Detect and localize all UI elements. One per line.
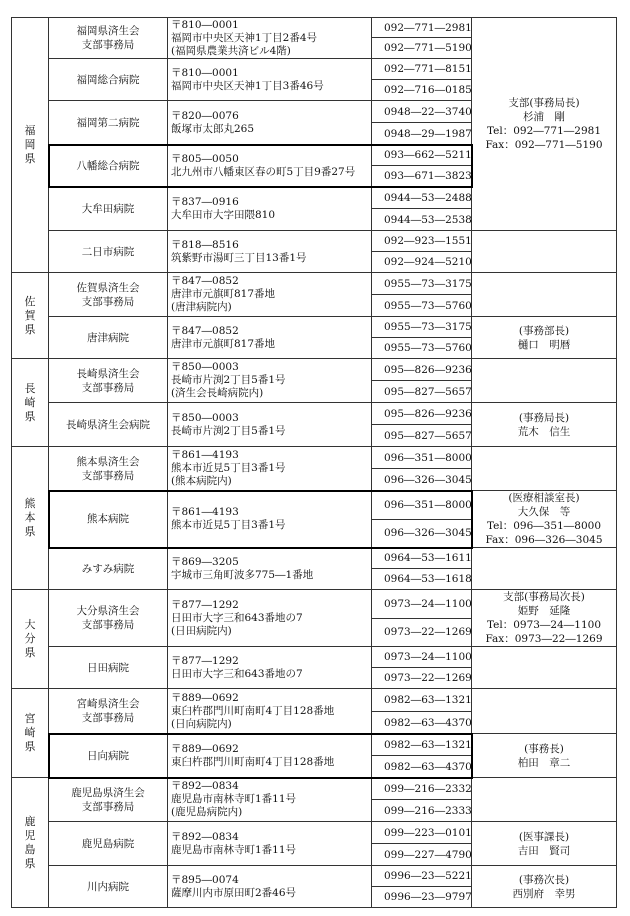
address-cell (168, 273, 372, 317)
tel-cell: 099―223―0101 (372, 822, 472, 844)
text-line: (医療相談室長) (508, 492, 580, 504)
text-line: (日向病院内) (171, 717, 232, 730)
fax-cell: 0973―22―1269 (372, 668, 472, 689)
text-line: 〒847―0852 (171, 324, 239, 337)
contact-cell-empty (472, 447, 617, 491)
prefecture-cell (12, 689, 49, 778)
text-line: Tel：096―351―8000 (486, 520, 602, 532)
text-line: (唐津病院内) (171, 301, 232, 313)
text-line: 熊本市近見5丁目3番1号 (171, 462, 286, 474)
fax-cell: 0996―23―9797 (372, 887, 472, 908)
tel-cell: 099―216―2332 (372, 778, 472, 800)
text-line: 二日市病院 (81, 245, 135, 258)
text-line: 〒810―0001 (171, 66, 239, 79)
text-line: 姫野 延隆 (517, 605, 571, 617)
address-cell (168, 548, 372, 590)
contact-cell (472, 403, 617, 447)
fax-cell: 0955―73―5760 (372, 338, 472, 359)
address-cell (168, 359, 372, 403)
tel-cell: 092―771―2981 (372, 18, 472, 38)
facility-name-cell (49, 403, 168, 447)
text-line: 支部事務局 (81, 295, 135, 308)
contact-cell (472, 734, 617, 778)
prefecture-name: 福岡県 (24, 124, 36, 165)
text-line: 〒850―0003 (171, 411, 239, 424)
text-line: 長崎県済生会病院 (66, 418, 150, 431)
text-line: 大牟田市大字田隈810 (171, 208, 276, 221)
table-row (12, 447, 617, 469)
prefecture-name: 宮崎県 (24, 712, 36, 753)
tel-cell: 0964―53―1611 (372, 548, 472, 569)
text-line: 荒木 信生 (517, 425, 571, 438)
text-line: (熊本病院内) (171, 475, 232, 487)
fax-cell: 0948―29―1987 (372, 123, 472, 145)
tel-cell: 095―826―9236 (372, 403, 472, 425)
address-cell (168, 317, 372, 359)
text-line: 大分県済生会 (76, 605, 140, 617)
facility-name-cell (49, 18, 168, 59)
text-line: 〒850―0003 (171, 361, 239, 373)
text-line: 唐津市元旗町817番地 (171, 337, 276, 350)
address-cell (168, 403, 372, 447)
prefecture-name: 佐賀県 (24, 294, 36, 336)
fax-cell: 099―216―2333 (372, 800, 472, 822)
text-line: 日田市大字三和643番地の7 (171, 611, 303, 624)
fax-cell: 095―827―5657 (372, 381, 472, 403)
table-row (12, 18, 617, 38)
table-row (12, 590, 617, 619)
text-line: 柏田 章二 (517, 756, 571, 769)
fax-cell: 095―827―5657 (372, 425, 472, 447)
text-line: Tel：092―771―2981 (486, 125, 602, 137)
tel-cell: 0982―63―1321 (372, 734, 472, 756)
text-line: 大久保 等 (517, 506, 571, 518)
fax-cell: 0955―73―5760 (372, 295, 472, 317)
text-line: 飯塚市太郎丸265 (171, 122, 255, 135)
text-line: 宮崎県済生会 (76, 698, 140, 710)
prefecture-name: 熊本県 (24, 497, 36, 538)
tel-cell: 092―771―8151 (372, 59, 472, 80)
facility-name-cell (49, 647, 168, 689)
table-row (12, 403, 617, 425)
fax-cell: 0944―53―2538 (372, 209, 472, 231)
table-row (12, 866, 617, 887)
tel-cell: 0955―73―3175 (372, 273, 472, 295)
text-line: 支部事務局 (81, 39, 135, 51)
text-line: 支部事務局 (81, 381, 135, 394)
text-line: 支部(事務局長) (508, 97, 580, 109)
facility-name-cell (49, 734, 168, 778)
prefecture-name: 鹿児島県 (24, 814, 36, 870)
table-row (12, 734, 617, 756)
fax-cell: 096―326―3045 (372, 469, 472, 491)
address-cell (168, 689, 372, 734)
text-line: 日向病院 (87, 749, 129, 762)
text-line: 〒818―8516 (171, 238, 239, 251)
text-line: (事務次長) (518, 873, 570, 886)
text-line: 日田市大字三和643番地の7 (171, 667, 303, 680)
fax-cell: 092―924―5210 (372, 252, 472, 273)
text-line: 鹿児島県済生会 (71, 786, 145, 799)
facility-name-cell (49, 590, 168, 647)
facility-name-cell (49, 689, 168, 734)
prefecture-cell (12, 447, 49, 590)
text-line: 〒877―1292 (171, 654, 239, 667)
tel-cell: 095―826―9236 (372, 359, 472, 381)
prefecture-cell (12, 778, 49, 908)
address-cell (168, 734, 372, 778)
text-line: 長崎市片渕2丁目5番1号 (171, 374, 286, 386)
fax-cell: 092―771―5190 (372, 38, 472, 59)
table-row (12, 647, 617, 668)
text-line: 日田病院 (87, 661, 129, 674)
text-line: 長崎県済生会 (76, 367, 140, 380)
text-line: (済生会長崎病院内) (171, 387, 264, 399)
text-line: 福岡市中央区天神1丁目3番46号 (171, 79, 324, 92)
address-cell (168, 647, 372, 689)
text-line: 薩摩川内市原田町2番46号 (171, 886, 297, 899)
fax-cell: 0982―63―4370 (372, 756, 472, 778)
address-cell (168, 18, 372, 59)
text-line: みすみ病院 (81, 562, 135, 575)
text-line: 福岡市中央区天神1丁目2番4号 (171, 31, 318, 44)
table-row (12, 317, 617, 338)
text-line: 福岡第二病院 (76, 116, 140, 129)
fax-cell: 0964―53―1618 (372, 569, 472, 590)
tel-cell: 096―351―8000 (372, 447, 472, 469)
text-line: 〒892―0834 (171, 780, 239, 792)
address-cell (168, 822, 372, 866)
text-line: 八幡総合病院 (76, 159, 140, 172)
prefecture-cell (12, 590, 49, 689)
text-line: 鹿児島市南林寺町1番11号 (171, 793, 297, 805)
facility-name-cell (49, 317, 168, 359)
text-line: (事務長) (524, 742, 564, 755)
tel-cell: 093―662―5211 (372, 145, 472, 166)
text-line: 唐津病院 (87, 331, 129, 344)
facility-name-cell (49, 447, 168, 491)
fax-cell: 092―716―0185 (372, 80, 472, 101)
text-line: 〒861―4193 (171, 449, 239, 461)
fax-cell: 093―671―3823 (372, 166, 472, 187)
text-line: 〒889―0692 (171, 742, 239, 755)
text-line: 宇城市三角町波多775―1番地 (171, 568, 314, 581)
prefecture-cell (12, 18, 49, 273)
prefecture-name: 大分県 (24, 618, 36, 659)
text-line: 福岡県済生会 (76, 25, 140, 37)
facility-name-cell (49, 101, 168, 145)
text-line: 筑紫野市湯町三丁目13番1号 (171, 251, 307, 264)
contact-cell (472, 491, 617, 548)
text-line: 〒889―0692 (171, 691, 239, 704)
prefecture-name: 長崎県 (24, 381, 36, 423)
text-line: 〒892―0834 (171, 830, 239, 843)
tel-cell: 0973―24―1100 (372, 590, 472, 619)
text-line: 熊本市近見5丁目3番1号 (171, 519, 286, 531)
contact-cell (472, 778, 617, 822)
text-line: 東臼杵郡門川町南町4丁目128番地 (171, 755, 335, 768)
text-line: 佐賀県済生会 (76, 281, 140, 294)
contact-cell-empty (472, 273, 617, 317)
text-line: (日田病院内) (171, 624, 232, 637)
address-cell (168, 187, 372, 231)
table-row (12, 822, 617, 844)
tel-cell: 0996―23―5221 (372, 866, 472, 887)
table-row (12, 491, 617, 520)
text-line: 樋口 明暦 (517, 338, 571, 351)
contact-cell (472, 822, 617, 866)
prefecture-cell (12, 359, 49, 447)
text-line: 〒805―0050 (171, 152, 239, 165)
facility-name-cell (49, 866, 168, 908)
text-line: 〒837―0916 (171, 195, 239, 208)
text-line: 〒847―0852 (171, 275, 239, 287)
tel-cell: 0944―53―2488 (372, 187, 472, 209)
address-cell (168, 590, 372, 647)
contact-cell (472, 590, 617, 647)
address-cell (168, 231, 372, 273)
text-line: 熊本病院 (87, 513, 129, 525)
facility-name-cell (49, 491, 168, 548)
text-line: 〒810―0001 (171, 18, 239, 31)
fax-cell: 099―227―4790 (372, 844, 472, 866)
text-line: 支部(事務局次長) (503, 591, 585, 603)
text-line: 西別府 幸男 (512, 887, 576, 900)
contact-cell (472, 18, 617, 231)
facility-name-cell (49, 59, 168, 101)
text-line: Fax：096―326―3045 (485, 534, 603, 546)
text-line: 唐津市元旗町817番地 (171, 288, 276, 300)
prefecture-cell (12, 273, 49, 359)
tel-cell: 0982―63―1321 (372, 689, 472, 712)
address-cell (168, 447, 372, 491)
table-row (12, 231, 617, 252)
address-cell (168, 145, 372, 187)
text-line: 川内病院 (87, 880, 129, 893)
tel-cell: 0973―24―1100 (372, 647, 472, 668)
text-line: 支部事務局 (81, 800, 135, 813)
table-row (12, 689, 617, 712)
address-cell (168, 778, 372, 822)
text-line: (医事課長) (518, 830, 570, 843)
address-cell (168, 101, 372, 145)
contact-cell-empty (472, 548, 617, 590)
contact-cell (472, 317, 617, 359)
table-row (12, 778, 617, 800)
address-cell (168, 866, 372, 908)
facility-name-cell (49, 273, 168, 317)
text-line: Fax：092―771―5190 (485, 139, 603, 151)
text-line: (事務局長) (518, 411, 570, 424)
text-line: 支部事務局 (81, 712, 135, 724)
text-line: 鹿児島病院 (81, 837, 135, 850)
facility-name-cell (49, 548, 168, 590)
contact-cell (472, 866, 617, 908)
text-line: 〒895―0074 (171, 873, 239, 886)
contact-cell-empty (472, 689, 617, 734)
text-line: 支部事務局 (81, 619, 135, 631)
facility-name-cell (49, 145, 168, 187)
text-line: 吉田 賢司 (517, 844, 571, 857)
facility-name-cell (49, 187, 168, 231)
table-row (12, 359, 617, 381)
text-line: (鹿児島病院内) (171, 806, 243, 818)
text-line: 熊本県済生会 (76, 455, 140, 468)
contact-cell-empty (472, 231, 617, 273)
facility-name-cell (49, 231, 168, 273)
text-line: 大牟田病院 (81, 202, 135, 215)
table-row (12, 273, 617, 295)
tel-cell: 096―351―8000 (372, 491, 472, 520)
text-line: 〒877―1292 (171, 598, 239, 611)
text-line: Tel：0973―24―1100 (486, 619, 602, 631)
tel-cell: 0948―22―3740 (372, 101, 472, 123)
facility-name-cell (49, 822, 168, 866)
fax-cell: 0973―22―1269 (372, 618, 472, 647)
text-line: 〒869―3205 (171, 555, 239, 568)
text-line: 東臼杵郡門川町南町4丁目128番地 (171, 704, 335, 717)
fax-cell: 096―326―3045 (372, 519, 472, 548)
fax-cell: 0982―63―4370 (372, 712, 472, 734)
text-line: 鹿児島市南林寺町1番11号 (171, 843, 297, 856)
address-cell (168, 59, 372, 101)
text-line: 〒820―0076 (171, 109, 239, 122)
contact-cell-empty (472, 359, 617, 403)
text-line: 北九州市八幡東区春の町5丁目9番27号 (171, 165, 356, 178)
contact-cell-empty (472, 647, 617, 689)
text-line: 福岡総合病院 (76, 73, 140, 86)
hospital-contact-table (11, 17, 617, 908)
text-line: Fax：0973―22―1269 (485, 633, 603, 645)
facility-name-cell (49, 359, 168, 403)
text-line: 支部事務局 (81, 469, 135, 482)
facility-name-cell (49, 778, 168, 822)
text-line: 〒861―4193 (171, 506, 239, 518)
text-line: 杉浦 剛 (523, 111, 565, 123)
table-row (12, 548, 617, 569)
tel-cell: 0955―73―3175 (372, 317, 472, 338)
text-line: (福岡県農業共済ビル4階) (171, 44, 291, 57)
text-line: 長崎市片渕2丁目5番1号 (171, 424, 286, 437)
address-cell (168, 491, 372, 548)
text-line: (事務部長) (518, 324, 570, 337)
tel-cell: 092―923―1551 (372, 231, 472, 252)
